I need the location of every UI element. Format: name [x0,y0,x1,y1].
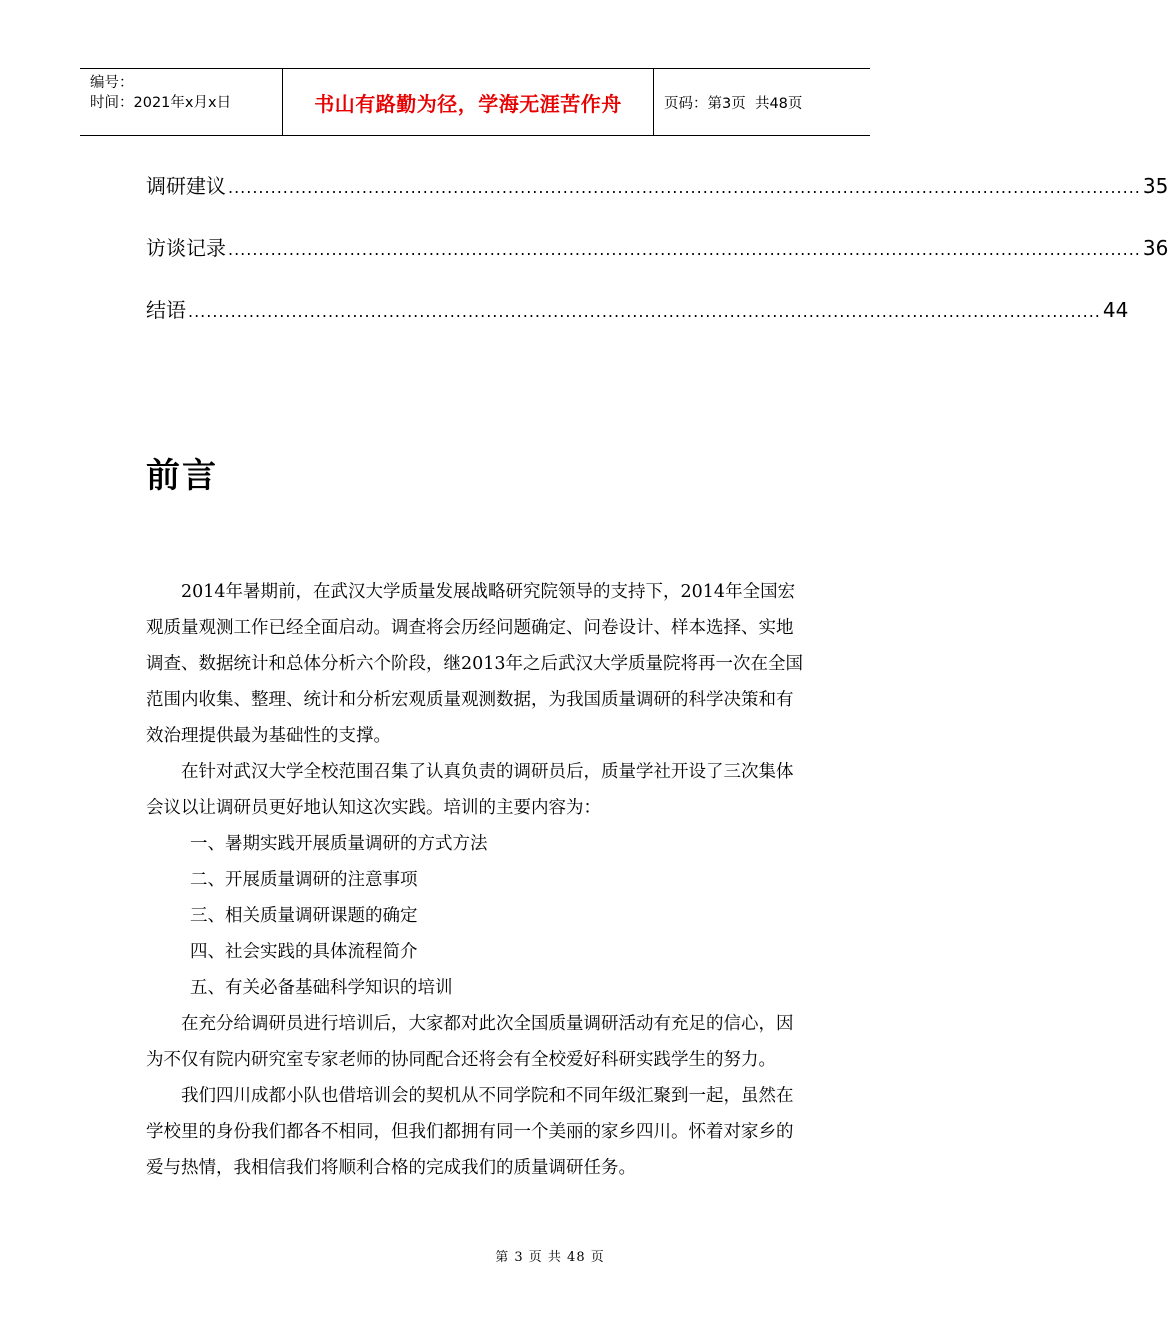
list-item: 一、暑期实践开展质量调研的方式方法 [190,834,488,854]
toc-entry-title: 调研建议 [146,174,226,198]
body-text [146,574,806,1186]
header-meta [80,69,282,135]
header-motto: 书山有路勤为径，学海无涯苦作舟 [282,69,654,135]
page-header [80,68,870,136]
time-label: 时间：2021年x月x日 [90,95,232,111]
paragraph: 我们四川成都小队也借培训会的契机从不同学院和不同年级汇聚到一起，虽然在学校里的身份我们都各不相同，但我们都拥有同一个美丽的家乡四川。怀着对家乡的爱与热情，我相信我们将顺利合格的完成我们的质量调研任务。 [146,1086,794,1178]
section-heading: 前言 [146,456,218,496]
toc-leader-dots: ...................................................................................................................................................... [228,240,1141,259]
page-footer: 第 3 页 共 48 页 [495,1250,605,1265]
table-of-contents [146,170,1168,356]
toc-entry[interactable] [146,232,1168,294]
list-item: 二、开展质量调研的注意事项 [190,870,418,890]
toc-entry-title: 访谈记录 [146,236,226,260]
paragraph: 在充分给调研员进行培训后，大家都对此次全国质量调研活动有充足的信心，因为不仅有院内研究室专家老师的协同配合还将会有全校爱好科研实践学生的努力。 [146,1014,794,1070]
list-item: 四、社会实践的具体流程简介 [190,942,418,962]
toc-entry-title: 结语 [146,298,186,322]
toc-entry-page: 44 [1102,298,1129,322]
toc-leader-dots: ...................................................................................................................................................... [228,178,1141,197]
toc-entry-page: 36 [1142,236,1168,260]
toc-entry[interactable] [146,170,1168,232]
toc-leader-dots: ...................................................................................................................................................... [188,302,1101,321]
toc-entry-page: 35 [1142,174,1168,198]
paragraph: 2014年暑期前，在武汉大学质量发展战略研究院领导的支持下，2014年全国宏观质量观测工作已经全面启动。调查将会历经问题确定、问卷设计、样本选择、实地调查、数据统计和总体分析六个阶段，继2013年之后武汉大学质量院将再一次在全国范围内收集、整理、统计和分析宏观质量观测数据，为我国质量调研的科学决策和有效治理提供最为基础性的支撑。 [146,582,804,746]
list-item: 三、相关质量调研课题的确定 [190,906,418,926]
toc-entry[interactable] [146,294,1129,356]
code-label: 编号： [90,75,134,91]
list-item: 五、有关必备基础科学知识的培训 [190,978,453,998]
page-label: 页码：第3页 共48页 [664,95,803,112]
paragraph: 在针对武汉大学全校范围召集了认真负责的调研员后，质量学社开设了三次集体会议以让调研员更好地认知这次实践。培训的主要内容为： [146,762,794,818]
header-page-info [654,69,870,135]
